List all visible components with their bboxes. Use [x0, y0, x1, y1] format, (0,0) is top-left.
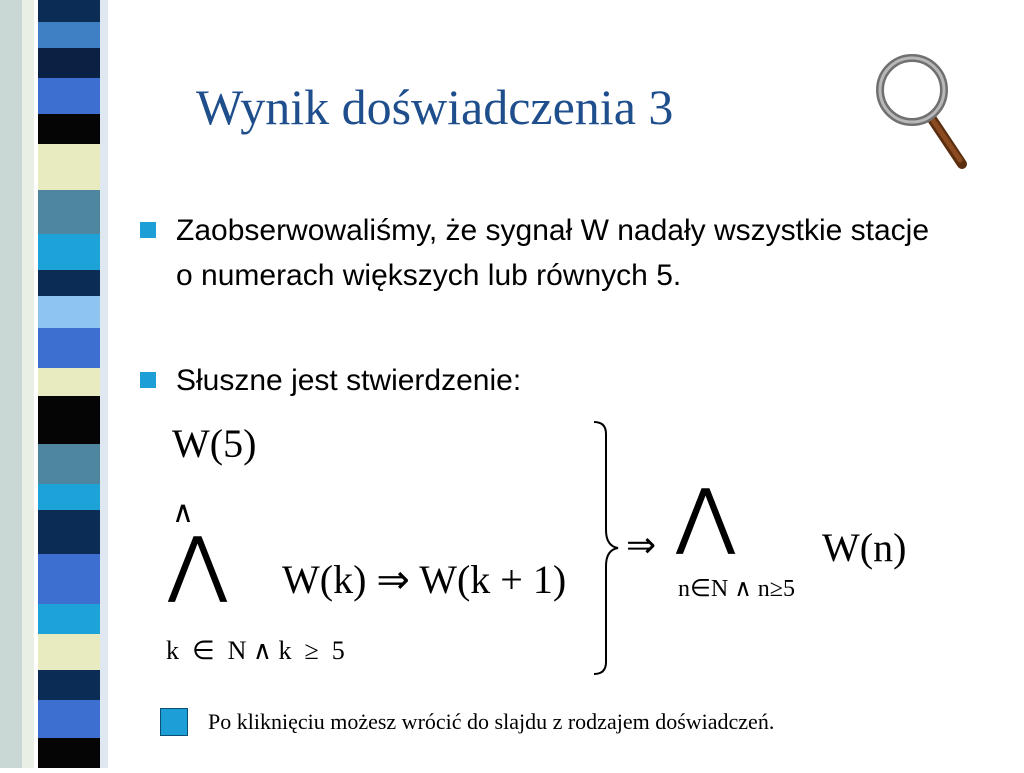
formula-w5: W(5)	[172, 421, 257, 466]
formula-arrow: ⇒	[626, 525, 657, 565]
curly-brace	[590, 420, 630, 676]
formula-and-symbol: ∧	[172, 496, 194, 529]
formula-wn: W(n)	[822, 525, 907, 570]
formula-index-right: n∈N ∧ n≥5	[678, 576, 795, 602]
formula-big-and: ⋀	[168, 524, 228, 604]
stripe-pattern	[0, 0, 120, 768]
back-link-text[interactable]: Po kliknięciu możesz wrócić do slajdu z rodzajem doświadczeń.	[208, 709, 775, 734]
decorative-stripe	[0, 0, 120, 768]
bullet-text-2: Słuszne jest stwierdzenie:	[176, 364, 522, 397]
formula-implication: W(k) ⇒ W(k + 1)	[282, 557, 567, 602]
square-bullet	[140, 222, 156, 238]
formula-index: k ∈ N ∧ k ≥ 5	[166, 636, 345, 665]
footer	[160, 708, 774, 736]
formula-big-and-right: ⋀	[676, 476, 736, 556]
bullet-text-1: Zaobserwowaliśmy, że sygnał W nadały wszystkie stacje o numerach większych lub równych 5.	[176, 214, 930, 292]
bullet-item-1	[140, 208, 940, 298]
back-button[interactable]	[160, 708, 188, 736]
square-bullet	[140, 372, 156, 388]
bullet-item-2	[140, 358, 940, 403]
slide-title: Wynik doświadczenia 3	[196, 79, 674, 135]
magnifier-icon	[872, 52, 972, 172]
